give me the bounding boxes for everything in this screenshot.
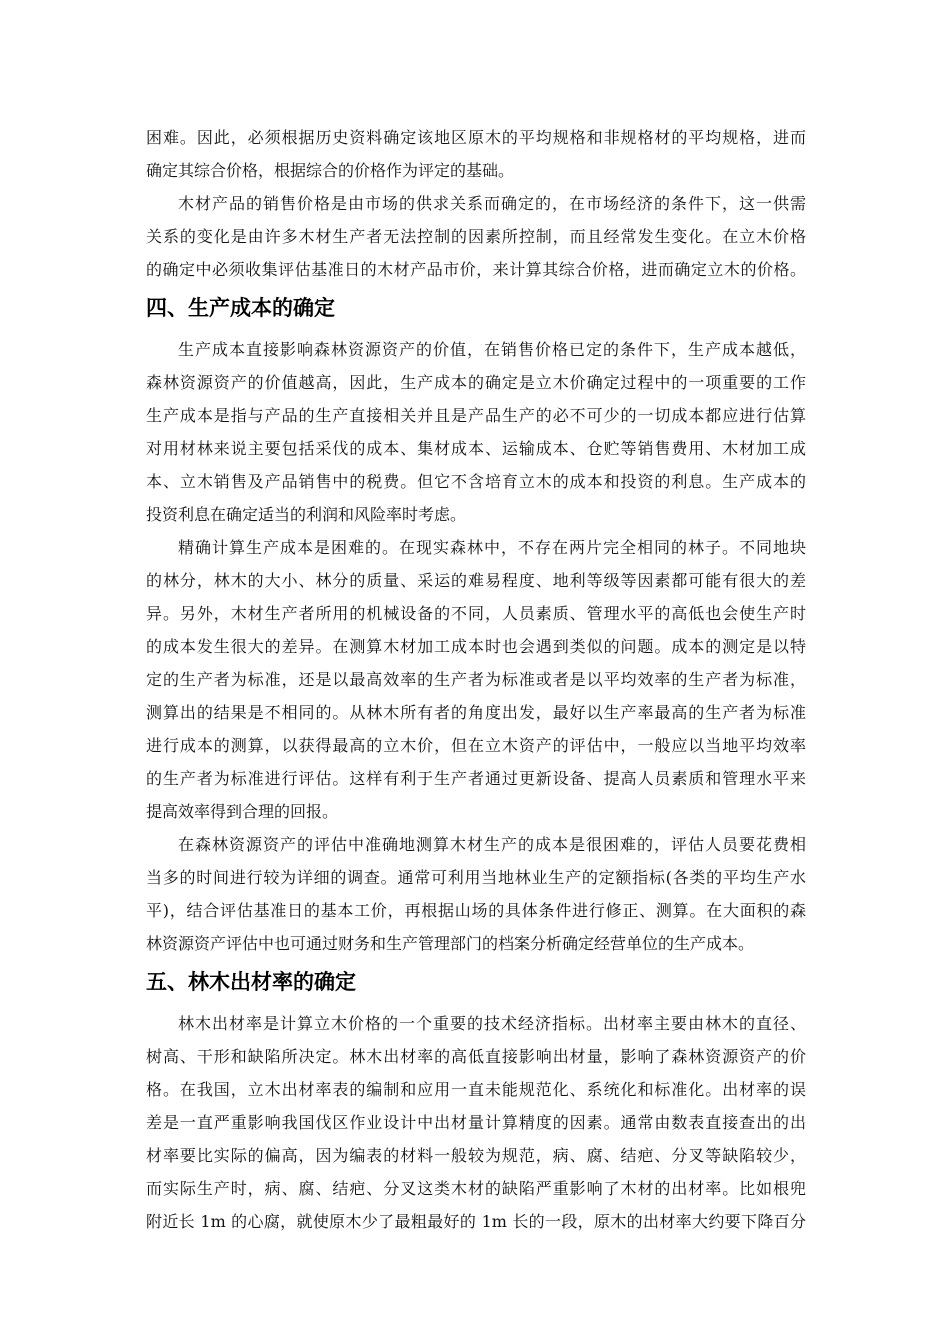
text-line: 生产成本是指与产品的生产直接相关并且是产品生产的必不可少的一切成本都应进行估算 xyxy=(146,406,806,425)
text-line: 格。在我国，立木出材率表的编制和应用一直未能规范化、系统化和标准化。出材率的误 xyxy=(146,1080,806,1099)
text-line: 对用材林来说主要包括采伐的成本、集材成本、运输成本、仓贮等销售费用、木材加工成 xyxy=(146,439,806,458)
text-line: 本、立木销售及产品销售中的税费。但它不含培育立木的成本和投资的利息。生产成本的 xyxy=(146,472,806,491)
text-line: 异。另外，木材生产者所用的机械设备的不同，人员素质、管理水平的高低也会使生产时 xyxy=(146,604,806,623)
section-heading: 五、林木出材率的确定 xyxy=(146,970,356,994)
text-line: 而实际生产时，病、腐、结疤、分叉这类木材的缺陷严重影响了木材的出材率。比如根兜 xyxy=(146,1179,806,1198)
text-line: 附近长 1m 的心腐，就使原木少了最粗最好的 1m 长的一段，原木的出材率大约要下降百分 xyxy=(146,1212,806,1231)
text-line: 投资利息在确定适当的利润和风险率时考虑。 xyxy=(146,505,467,524)
text-line: 平)，结合评估基准日的基本工价，再根据山场的具体条件进行修正、测算。在大面积的森 xyxy=(146,901,806,920)
text-line: 关系的变化是由许多木材生产者无法控制的因素所控制，而且经常发生变化。在立木价格 xyxy=(146,227,806,246)
text-line: 树高、干形和缺陷所决定。林木出材率的高低直接影响出材量，影响了森林资源资产的价 xyxy=(146,1047,806,1066)
section-heading: 四、生产成本的确定 xyxy=(146,296,335,320)
text-line: 的生产者为标准进行评估。这样有利于生产者通过更新设备、提高人员素质和管理水平来 xyxy=(146,769,806,788)
text-line: 困难。因此，必须根据历史资料确定该地区原木的平均规格和非规格材的平均规格，进而 xyxy=(146,128,806,147)
text-line: 的林分，林木的大小、林分的质量、采运的难易程度、地利等级等因素都可能有很大的差 xyxy=(146,571,806,590)
text-line: 当多的时间进行较为详细的调查。通常可利用当地林业生产的定额指标(各类的平均生产水 xyxy=(146,868,806,887)
text-line: 木材产品的销售价格是由市场的供求关系而确定的，在市场经济的条件下，这一供需 xyxy=(178,194,806,213)
text-line: 森林资源资产的价值越高，因此，生产成本的确定是立木价确定过程中的一项重要的工作 xyxy=(146,373,806,392)
text-line: 差是一直严重影响我国伐区作业设计中出材量计算精度的因素。通常由数表直接查出的出 xyxy=(146,1113,806,1132)
text-line: 在森林资源资产的评估中准确地测算木材生产的成本是很困难的，评估人员要花费相 xyxy=(178,835,806,854)
text-line: 测算出的结果是不相同的。从林木所有者的角度出发，最好以生产率最高的生产者为标准 xyxy=(146,703,806,722)
text-line: 林木出材率是计算立木价格的一个重要的技术经济指标。出材率主要由林木的直径、 xyxy=(178,1014,806,1033)
text-line: 林资源资产评估中也可通过财务和生产管理部门的档案分析确定经营单位的生产成本。 xyxy=(146,934,755,953)
text-line: 进行成本的测算，以获得最高的立木价，但在立木资产的评估中，一般应以当地平均效率 xyxy=(146,736,806,755)
text-line: 精确计算生产成本是困难的。在现实森林中，不存在两片完全相同的林子。不同地块 xyxy=(178,538,806,557)
text-line: 的成本发生很大的差异。在测算木材加工成本时也会遇到类似的问题。成本的测定是以特 xyxy=(146,637,806,656)
text-line: 的确定中必须收集评估基准日的木材产品市价，来计算其综合价格，进而确定立木的价格。 xyxy=(146,260,806,279)
text-line: 确定其综合价格，根据综合的价格作为评定的基础。 xyxy=(146,161,515,180)
text-line: 定的生产者为标准，还是以最高效率的生产者为标准或者是以平均效率的生产者为标准， xyxy=(146,670,806,689)
text-line: 材率要比实际的偏高，因为编表的材料一般较为规范，病、腐、结疤、分叉等缺陷较少， xyxy=(146,1146,806,1165)
text-line: 提高效率得到合理的回报。 xyxy=(146,802,339,821)
text-line: 生产成本直接影响森林资源资产的价值，在销售价格已定的条件下，生产成本越低， xyxy=(178,340,806,359)
